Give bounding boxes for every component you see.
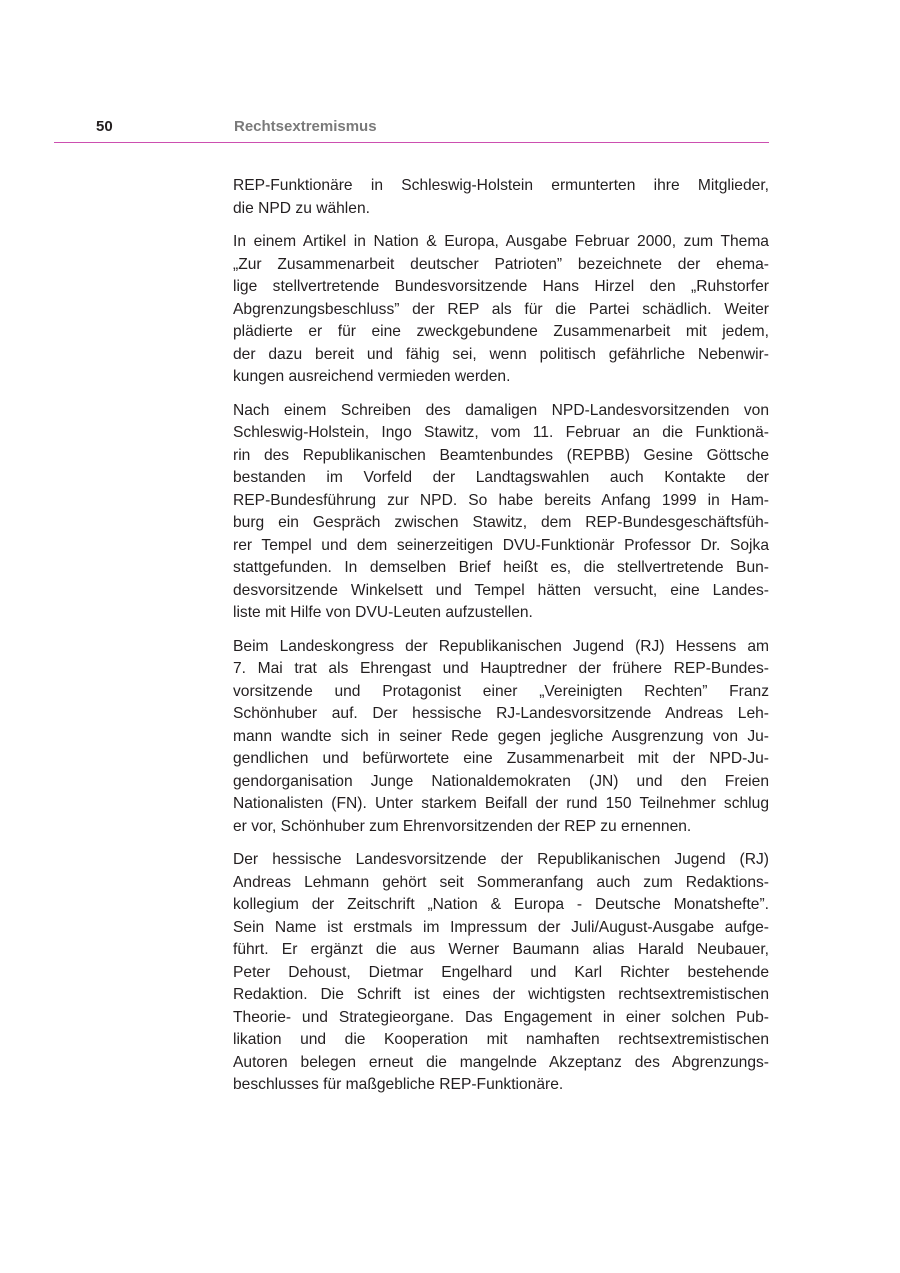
paragraph <box>233 849 769 1097</box>
text-line: die NPD zu wählen. <box>233 199 370 217</box>
paragraph <box>233 231 769 389</box>
text-line: gendorganisation Junge Nationaldemokraten (JN) und den Freien <box>233 772 769 790</box>
text-line: Der hessische Landesvorsitzende der Republikanischen Jugend (RJ) <box>233 851 769 868</box>
text-line: Schleswig-Holstein, Ingo Stawitz, vom 11. Februar an die Funktionä- <box>233 424 769 441</box>
running-title: Rechtsextremismus <box>234 118 377 135</box>
text-line: Abgrenzungsbeschluss” der REP als für die Partei schädlich. Weiter <box>233 300 769 318</box>
paragraph <box>233 636 769 839</box>
text-line: desvorsitzende Winkelsett und Tempel hätten versucht, eine Landes- <box>233 581 769 599</box>
text-line: liste mit Hilfe von DVU-Leuten aufzustellen. <box>233 604 533 621</box>
text-line: Sein Name ist erstmals im Impressum der Juli/August-Ausgabe aufge- <box>233 918 769 936</box>
paragraph <box>233 175 769 220</box>
text-line: er vor, Schönhuber zum Ehrenvorsitzenden der REP zu ernennen. <box>233 817 692 835</box>
body-text <box>233 175 769 1108</box>
text-line: führt. Er ergänzt die aus Werner Baumann alias Harald Neubauer, <box>233 941 769 958</box>
text-line: In einem Artikel in Nation & Europa, Ausgabe Februar 2000, zum Thema <box>233 233 769 250</box>
text-line: Schönhuber auf. Der hessische RJ-Landesvorsitzende Andreas Leh- <box>233 705 769 722</box>
text-line: burg ein Gespräch zwischen Stawitz, dem REP-Bundesgeschäftsfüh- <box>233 514 769 531</box>
text-line: Nationalisten (FN). Unter starkem Beifall der rund 150 Teilnehmer schlug <box>233 795 769 812</box>
text-line: rin des Republikanischen Beamtenbundes (REPBB) Gesine Göttsche <box>233 446 769 464</box>
text-line: gendlichen und befürwortete eine Zusammenarbeit mit der NPD-Ju- <box>233 750 769 767</box>
text-line: Beim Landeskongress der Republikanischen Jugend (RJ) Hessens am <box>233 637 769 655</box>
text-line: Theorie- und Strategieorgane. Das Engagement in einer solchen Pub- <box>233 1008 769 1026</box>
text-line: REP-Funktionäre in Schleswig-Holstein ermunterten ihre Mitglieder, <box>233 177 769 194</box>
text-line: Redaktion. Die Schrift ist eines der wichtigsten rechtsextremistischen <box>233 986 769 1003</box>
text-line: vorsitzende und Protagonist einer „Vereinigten Rechten” Franz <box>233 682 769 700</box>
text-line: Peter Dehoust, Dietmar Engelhard und Karl Richter bestehende <box>233 963 769 981</box>
text-line: Autoren belegen erneut die mangelnde Akzeptanz des Abgrenzungs- <box>233 1053 769 1071</box>
page-number: 50 <box>96 118 113 135</box>
text-line: „Zur Zusammenarbeit deutscher Patrioten” bezeichnete der ehema- <box>233 255 769 273</box>
text-line: Andreas Lehmann gehört seit Sommeranfang auch zum Redaktions- <box>233 873 769 891</box>
text-line: plädierte er für eine zweckgebundene Zusammenarbeit mit jedem, <box>233 323 769 340</box>
text-line: 7. Mai trat als Ehrengast und Hauptredner der frühere REP-Bundes- <box>233 660 769 677</box>
text-line: der dazu bereit und fähig sei, wenn politisch gefährliche Nebenwir- <box>233 345 769 363</box>
text-line: bestanden im Vorfeld der Landtagswahlen auch Kontakte der <box>233 469 769 486</box>
text-line: Nach einem Schreiben des damaligen NPD-Landesvorsitzenden von <box>233 401 769 419</box>
text-line: beschlusses für maßgebliche REP-Funktionäre. <box>233 1076 564 1093</box>
text-line: REP-Bundesführung zur NPD. So habe bereits Anfang 1999 in Ham- <box>233 491 769 509</box>
text-line: lige stellvertretende Bundesvorsitzende Hans Hirzel den „Ruhstorfer <box>233 278 769 295</box>
text-line: kollegium der Zeitschrift „Nation & Europa - Deutsche Monatshefte”. <box>233 896 769 913</box>
text-line: kungen ausreichend vermieden werden. <box>233 368 511 385</box>
text-line: likation und die Kooperation mit namhaften rechtsextremistischen <box>233 1031 769 1048</box>
page-header <box>54 116 769 143</box>
text-line: stattgefunden. In demselben Brief heißt es, die stellvertretende Bun- <box>233 559 769 576</box>
text-line: mann wandte sich in seiner Rede gegen jegliche Ausgrenzung von Ju- <box>233 727 769 745</box>
text-line: rer Tempel und dem seinerzeitigen DVU-Funktionär Professor Dr. Sojka <box>233 536 769 554</box>
paragraph <box>233 400 769 625</box>
